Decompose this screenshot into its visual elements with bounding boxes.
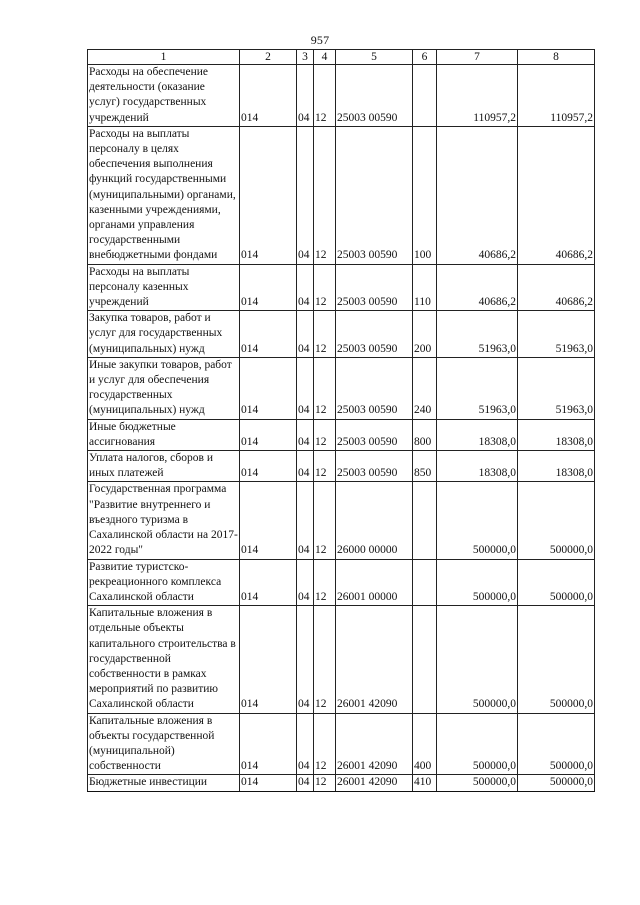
expense-name: Расходы на обеспечение деятельности (оказание услуг) государственных учреждений	[88, 65, 240, 127]
expense-type-code	[413, 482, 437, 559]
amount-col7: 40686,2	[437, 126, 518, 264]
expense-type-code: 400	[413, 713, 437, 775]
amount-col7: 51963,0	[437, 357, 518, 419]
header-row	[88, 50, 595, 65]
col-header-5: 5	[336, 50, 413, 65]
expense-name: Иные бюджетные ассигнования	[88, 419, 240, 450]
amount-col7: 40686,2	[437, 264, 518, 311]
amount-col7: 500000,0	[437, 713, 518, 775]
expense-type-code: 110	[413, 264, 437, 311]
ministry-code: 014	[240, 419, 297, 450]
table-row	[88, 482, 595, 559]
target-article-code: 25003 00590	[336, 419, 413, 450]
subsection-code: 12	[314, 559, 336, 606]
ministry-code: 014	[240, 559, 297, 606]
table-row	[88, 775, 595, 791]
table-row	[88, 65, 595, 127]
ministry-code: 014	[240, 264, 297, 311]
ministry-code: 014	[240, 713, 297, 775]
table-row	[88, 606, 595, 713]
target-article-code: 25003 00590	[336, 357, 413, 419]
table-row	[88, 311, 595, 358]
section-code: 04	[297, 357, 314, 419]
section-code: 04	[297, 311, 314, 358]
expense-type-code: 100	[413, 126, 437, 264]
amount-col8: 18308,0	[518, 451, 595, 482]
target-article-code: 25003 00590	[336, 451, 413, 482]
target-article-code: 25003 00590	[336, 311, 413, 358]
col-header-4: 4	[314, 50, 336, 65]
expense-name: Бюджетные инвестиции	[88, 775, 240, 791]
col-header-7: 7	[437, 50, 518, 65]
target-article-code: 25003 00590	[336, 264, 413, 311]
ministry-code: 014	[240, 65, 297, 127]
col-header-8: 8	[518, 50, 595, 65]
expense-type-code: 410	[413, 775, 437, 791]
budget-table	[87, 49, 595, 792]
target-article-code: 26001 42090	[336, 713, 413, 775]
expense-name: Уплата налогов, сборов и иных платежей	[88, 451, 240, 482]
amount-col8: 40686,2	[518, 264, 595, 311]
subsection-code: 12	[314, 451, 336, 482]
ministry-code: 014	[240, 357, 297, 419]
subsection-code: 12	[314, 419, 336, 450]
subsection-code: 12	[314, 311, 336, 358]
section-code: 04	[297, 419, 314, 450]
amount-col7: 110957,2	[437, 65, 518, 127]
expense-name: Государственная программа "Развитие внутреннего и въездного туризма в Сахалинской области на 2017-2022 годы"	[88, 482, 240, 559]
expense-type-code: 850	[413, 451, 437, 482]
ministry-code: 014	[240, 126, 297, 264]
amount-col8: 500000,0	[518, 713, 595, 775]
col-header-1: 1	[88, 50, 240, 65]
ministry-code: 014	[240, 606, 297, 713]
target-article-code: 25003 00590	[336, 65, 413, 127]
expense-type-code: 240	[413, 357, 437, 419]
amount-col7: 500000,0	[437, 559, 518, 606]
expense-name: Иные закупки товаров, работ и услуг для обеспечения государственных (муниципальных) нужд	[88, 357, 240, 419]
expense-type-code	[413, 559, 437, 606]
section-code: 04	[297, 713, 314, 775]
amount-col7: 18308,0	[437, 451, 518, 482]
table-row	[88, 559, 595, 606]
expense-name: Капитальные вложения в отдельные объекты капитального строительства в государственной собственности в рамках мероприятий по развитию Сахалинской области	[88, 606, 240, 713]
expense-name: Расходы на выплаты персоналу в целях обеспечения выполнения функций государственными (муниципальными) органами, казенными учреждениями, органами управления государственными внебюджетными фондами	[88, 126, 240, 264]
col-header-3: 3	[297, 50, 314, 65]
amount-col7: 500000,0	[437, 482, 518, 559]
amount-col8: 51963,0	[518, 357, 595, 419]
ministry-code: 014	[240, 482, 297, 559]
section-code: 04	[297, 65, 314, 127]
expense-type-code	[413, 65, 437, 127]
section-code: 04	[297, 264, 314, 311]
amount-col8: 18308,0	[518, 419, 595, 450]
col-header-6: 6	[413, 50, 437, 65]
expense-name: Закупка товаров, работ и услуг для государственных (муниципальных) нужд	[88, 311, 240, 358]
table-row	[88, 713, 595, 775]
expense-name: Капитальные вложения в объекты государственной (муниципальной) собственности	[88, 713, 240, 775]
amount-col8: 110957,2	[518, 65, 595, 127]
target-article-code: 25003 00590	[336, 126, 413, 264]
target-article-code: 26000 00000	[336, 482, 413, 559]
amount-col8: 500000,0	[518, 559, 595, 606]
subsection-code: 12	[314, 126, 336, 264]
amount-col8: 40686,2	[518, 126, 595, 264]
subsection-code: 12	[314, 264, 336, 311]
subsection-code: 12	[314, 482, 336, 559]
table-row	[88, 357, 595, 419]
amount-col7: 51963,0	[437, 311, 518, 358]
target-article-code: 26001 42090	[336, 606, 413, 713]
subsection-code: 12	[314, 357, 336, 419]
subsection-code: 12	[314, 775, 336, 791]
ministry-code: 014	[240, 775, 297, 791]
page-number: 957	[310, 33, 330, 47]
table-row	[88, 126, 595, 264]
amount-col8: 51963,0	[518, 311, 595, 358]
expense-name: Расходы на выплаты персоналу казенных учреждений	[88, 264, 240, 311]
ministry-code: 014	[240, 451, 297, 482]
amount-col7: 500000,0	[437, 606, 518, 713]
target-article-code: 26001 00000	[336, 559, 413, 606]
section-code: 04	[297, 126, 314, 264]
expense-name: Развитие туристско-рекреационного комплекса Сахалинской области	[88, 559, 240, 606]
subsection-code: 12	[314, 65, 336, 127]
table-row	[88, 419, 595, 450]
section-code: 04	[297, 482, 314, 559]
ministry-code: 014	[240, 311, 297, 358]
expense-type-code	[413, 606, 437, 713]
section-code: 04	[297, 775, 314, 791]
section-code: 04	[297, 451, 314, 482]
amount-col7: 18308,0	[437, 419, 518, 450]
amount-col8: 500000,0	[518, 775, 595, 791]
subsection-code: 12	[314, 606, 336, 713]
amount-col7: 500000,0	[437, 775, 518, 791]
amount-col8: 500000,0	[518, 482, 595, 559]
subsection-code: 12	[314, 713, 336, 775]
section-code: 04	[297, 606, 314, 713]
expense-type-code: 800	[413, 419, 437, 450]
table-row	[88, 451, 595, 482]
col-header-2: 2	[240, 50, 297, 65]
amount-col8: 500000,0	[518, 606, 595, 713]
section-code: 04	[297, 559, 314, 606]
target-article-code: 26001 42090	[336, 775, 413, 791]
table-row	[88, 264, 595, 311]
expense-type-code: 200	[413, 311, 437, 358]
